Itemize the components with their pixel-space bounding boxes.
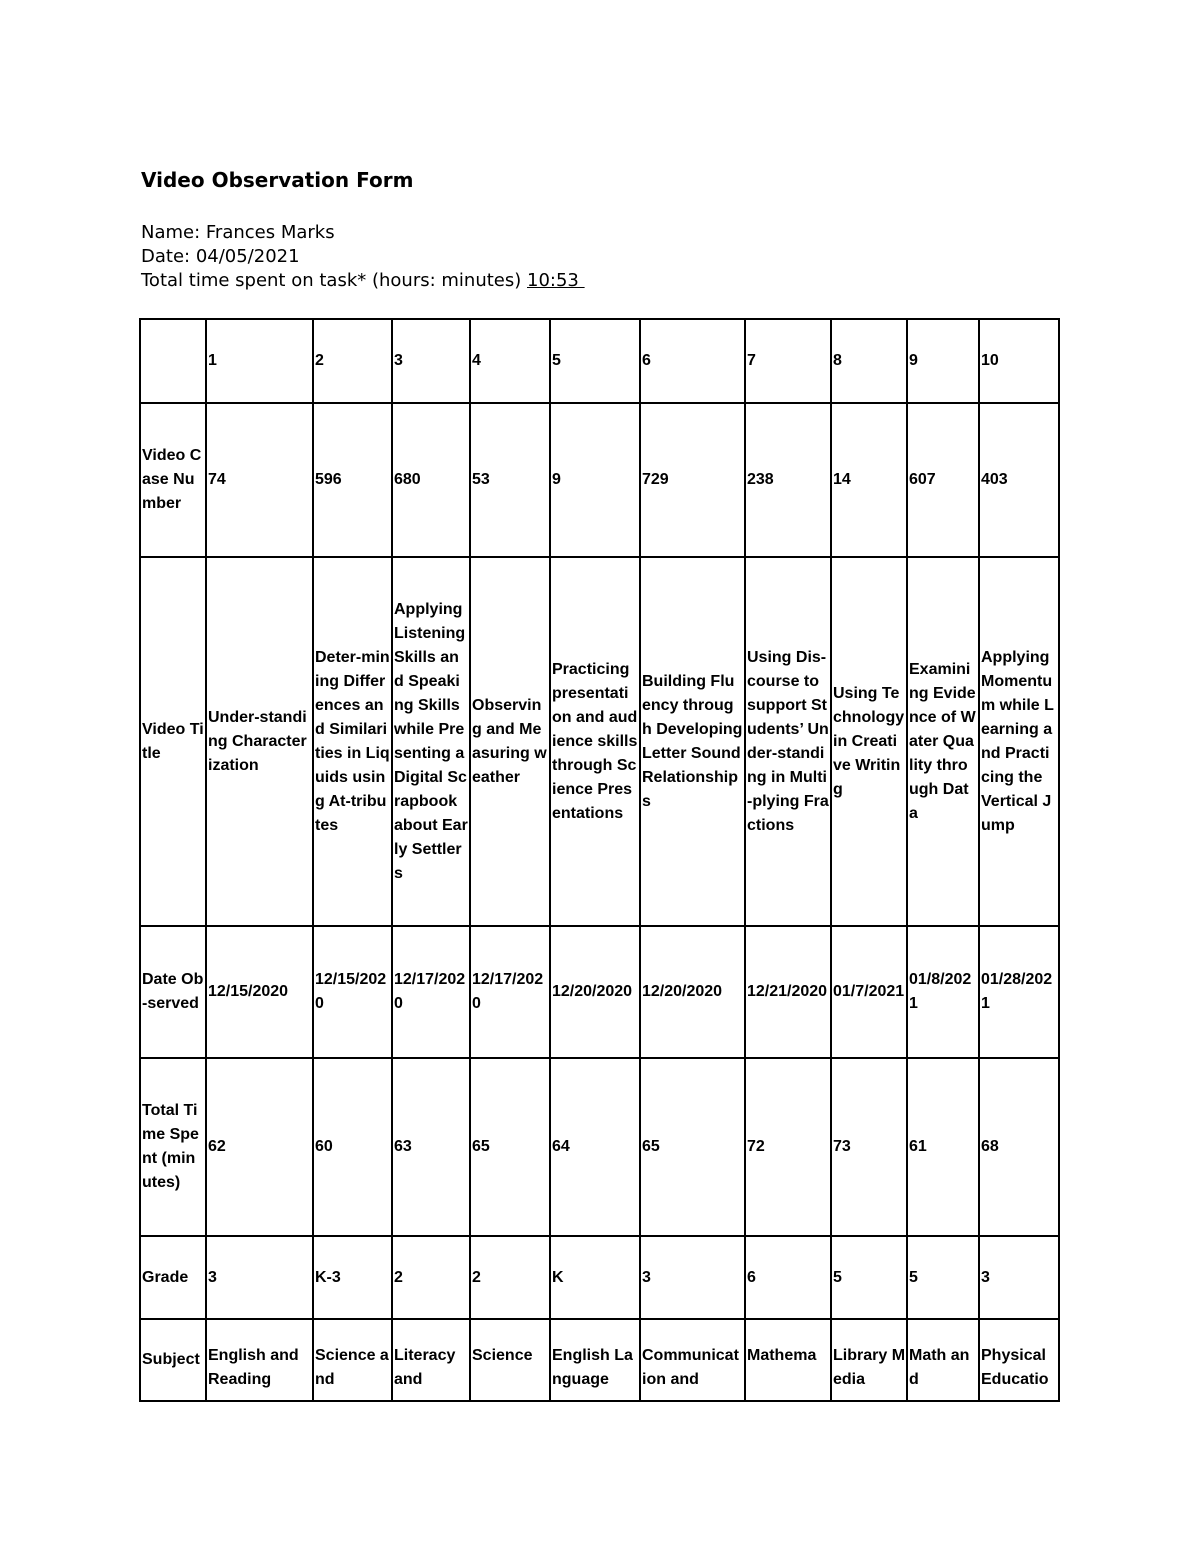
subject-text-2: Science and xyxy=(315,1347,389,1388)
cell-num-6: 6 xyxy=(640,319,745,403)
cell-date-7: 12/21/2020 xyxy=(745,926,831,1058)
cell-grade-10: 3 xyxy=(979,1236,1059,1319)
cell-date-5: 12/20/2020 xyxy=(550,926,640,1058)
case-number-row xyxy=(140,403,1059,557)
cell-subject-8 xyxy=(831,1319,907,1401)
date-label: Date: xyxy=(141,246,196,267)
cell-num-3: 3 xyxy=(392,319,470,403)
total-time-line xyxy=(141,269,1041,293)
grade-row xyxy=(140,1236,1059,1319)
subject-text-10: Physical Educatio xyxy=(981,1347,1049,1388)
row-label-date: Date Ob-served xyxy=(140,926,206,1058)
cell-date-6: 12/20/2020 xyxy=(640,926,745,1058)
cell-subject-2 xyxy=(313,1319,392,1401)
cell-case-5: 9 xyxy=(550,403,640,557)
cell-time-9: 61 xyxy=(907,1058,979,1236)
cell-grade-2: K-3 xyxy=(313,1236,392,1319)
cell-title-10: Applying Momentum while Learning and Practicing the Vertical Jump xyxy=(979,557,1059,926)
cell-title-1: Under-standing Characterization xyxy=(206,557,313,926)
cell-title-8: Using Technology in Creative Writing xyxy=(831,557,907,926)
cell-case-1: 74 xyxy=(206,403,313,557)
cell-subject-10 xyxy=(979,1319,1059,1401)
cell-title-9: Examining Evidence of Water Quality through Data xyxy=(907,557,979,926)
cell-title-4: Observing and Measuring weather xyxy=(470,557,550,926)
cell-subject-5 xyxy=(550,1319,640,1401)
cell-time-10: 68 xyxy=(979,1058,1059,1236)
cell-subject-4 xyxy=(470,1319,550,1401)
row-label-time: Total Time Spent (minutes) xyxy=(140,1058,206,1236)
cell-date-9: 01/8/2021 xyxy=(907,926,979,1058)
cell-time-3: 63 xyxy=(392,1058,470,1236)
cell-date-3: 12/17/2020 xyxy=(392,926,470,1058)
cell-case-10: 403 xyxy=(979,403,1059,557)
cell-grade-5: K xyxy=(550,1236,640,1319)
cell-subject-3 xyxy=(392,1319,470,1401)
row-label-subject: Subject xyxy=(140,1319,206,1401)
cell-date-10: 01/28/2021 xyxy=(979,926,1059,1058)
subject-text-1: English and Reading xyxy=(208,1347,299,1388)
cell-subject-9 xyxy=(907,1319,979,1401)
cell-case-3: 680 xyxy=(392,403,470,557)
subject-text-6: Communication and xyxy=(642,1347,739,1388)
name-label: Name: xyxy=(141,222,206,243)
name-value: Frances Marks xyxy=(205,222,335,243)
subject-text-8: Library Media xyxy=(833,1347,905,1388)
subject-text-9: Math and xyxy=(909,1347,970,1388)
form-header xyxy=(141,166,1041,293)
cell-grade-1: 3 xyxy=(206,1236,313,1319)
total-time-row xyxy=(140,1058,1059,1236)
cell-case-6: 729 xyxy=(640,403,745,557)
column-number-row xyxy=(140,319,1059,403)
subject-text-3: Literacy and xyxy=(394,1347,456,1388)
cell-num-1: 1 xyxy=(206,319,313,403)
cell-grade-6: 3 xyxy=(640,1236,745,1319)
cell-case-2: 596 xyxy=(313,403,392,557)
cell-num-7: 7 xyxy=(745,319,831,403)
video-title-row xyxy=(140,557,1059,926)
cell-time-1: 62 xyxy=(206,1058,313,1236)
cell-num-9: 9 xyxy=(907,319,979,403)
subject-row xyxy=(140,1319,1059,1401)
cell-date-1: 12/15/2020 xyxy=(206,926,313,1058)
cell-grade-3: 2 xyxy=(392,1236,470,1319)
cell-num-2: 2 xyxy=(313,319,392,403)
cell-subject-1 xyxy=(206,1319,313,1401)
row-label-grade: Grade xyxy=(140,1236,206,1319)
cell-time-4: 65 xyxy=(470,1058,550,1236)
subject-text-5: English Language xyxy=(552,1347,633,1388)
cell-date-8: 01/7/2021 xyxy=(831,926,907,1058)
total-time-label: Total time spent on task* (hours: minutes) xyxy=(141,270,527,291)
cell-time-7: 72 xyxy=(745,1058,831,1236)
cell-time-2: 60 xyxy=(313,1058,392,1236)
cell-case-7: 238 xyxy=(745,403,831,557)
form-title: Video Observation Form xyxy=(141,168,414,192)
cell-date-4: 12/17/2020 xyxy=(470,926,550,1058)
cell-subject-6 xyxy=(640,1319,745,1401)
cell-date-2: 12/15/2020 xyxy=(313,926,392,1058)
cell-grade-9: 5 xyxy=(907,1236,979,1319)
cell-time-5: 64 xyxy=(550,1058,640,1236)
cell-title-7: Using Dis-course to support Students’ Under-standing in Multi-plying Fractions xyxy=(745,557,831,926)
name-line xyxy=(141,221,1041,245)
cell-title-6: Building Fluency through Developing Letter Sound Relationships xyxy=(640,557,745,926)
subject-text-7: Mathema xyxy=(747,1347,817,1364)
date-value: 04/05/2021 xyxy=(195,246,300,267)
row-label-title: Video Title xyxy=(140,557,206,926)
corner-cell xyxy=(140,319,206,403)
cell-case-9: 607 xyxy=(907,403,979,557)
total-time-value: 10:53 xyxy=(527,270,585,291)
cell-grade-8: 5 xyxy=(831,1236,907,1319)
cell-case-8: 14 xyxy=(831,403,907,557)
cell-title-3: Applying Listening Skills and Speaking Skills while Presenting a Digital Scrapbook about Early Settlers xyxy=(392,557,470,926)
cell-time-6: 65 xyxy=(640,1058,745,1236)
cell-num-4: 4 xyxy=(470,319,550,403)
cell-title-5: Practicing presentation and audience skills through Science Presentations xyxy=(550,557,640,926)
row-label-case: Video Case Number xyxy=(140,403,206,557)
cell-grade-4: 2 xyxy=(470,1236,550,1319)
cell-title-2: Deter-mining Differences and Similarities in Liquids using At-tributes xyxy=(313,557,392,926)
cell-num-10: 10 xyxy=(979,319,1059,403)
subject-text-4: Science xyxy=(472,1347,533,1364)
cell-num-8: 8 xyxy=(831,319,907,403)
date-observed-row xyxy=(140,926,1059,1058)
date-line xyxy=(141,245,1041,269)
cell-grade-7: 6 xyxy=(745,1236,831,1319)
cell-subject-7 xyxy=(745,1319,831,1401)
cell-case-4: 53 xyxy=(470,403,550,557)
table-body xyxy=(140,319,1059,1401)
cell-time-8: 73 xyxy=(831,1058,907,1236)
cell-num-5: 5 xyxy=(550,319,640,403)
observation-table xyxy=(139,318,1060,1402)
